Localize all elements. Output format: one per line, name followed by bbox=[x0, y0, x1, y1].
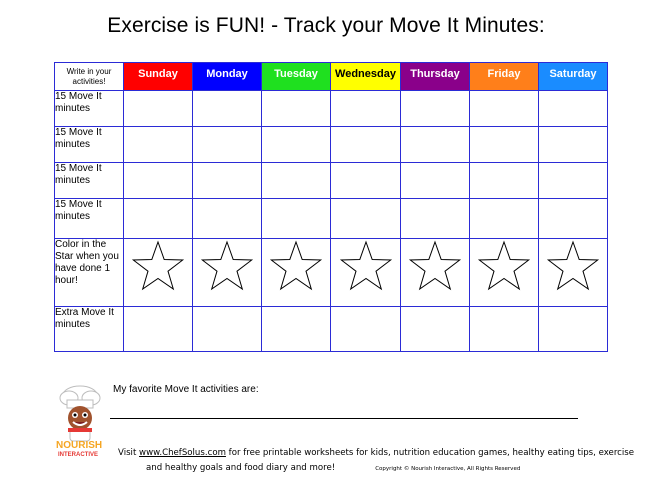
entry-cell-wednesday[interactable] bbox=[331, 163, 401, 199]
star-icon[interactable] bbox=[130, 239, 186, 293]
entry-cell-friday[interactable] bbox=[470, 199, 539, 239]
footer-text-2: and healthy goals and food diary and more! bbox=[146, 463, 336, 473]
footer-line-1 bbox=[118, 446, 638, 461]
star-icon[interactable] bbox=[338, 239, 394, 293]
footer-visit: Visit bbox=[118, 448, 140, 458]
day-header-wednesday: Wednesday bbox=[331, 63, 401, 91]
entry-cell-friday[interactable] bbox=[470, 163, 539, 199]
entry-cell-saturday[interactable] bbox=[539, 163, 608, 199]
entry-cell-wednesday[interactable] bbox=[331, 91, 401, 127]
entry-cell-saturday[interactable] bbox=[539, 307, 608, 352]
entry-cell-wednesday[interactable] bbox=[331, 199, 401, 239]
entry-cell-sunday[interactable] bbox=[124, 91, 193, 127]
entry-cell-monday[interactable] bbox=[193, 91, 262, 127]
row-label: Color in the Star when you have done 1 hour! bbox=[55, 239, 124, 307]
entry-cell-sunday[interactable] bbox=[124, 127, 193, 163]
entry-cell-thursday[interactable] bbox=[401, 91, 470, 127]
entry-cell-saturday[interactable] bbox=[539, 127, 608, 163]
entry-cell-friday[interactable] bbox=[470, 91, 539, 127]
day-header-thursday: Thursday bbox=[401, 63, 470, 91]
svg-text:INTERACTIVE: INTERACTIVE bbox=[58, 452, 99, 458]
entry-cell-tuesday[interactable] bbox=[262, 307, 331, 352]
star-cell-saturday[interactable] bbox=[539, 239, 608, 307]
entry-cell-monday[interactable] bbox=[193, 163, 262, 199]
entry-cell-friday[interactable] bbox=[470, 127, 539, 163]
entry-cell-saturday[interactable] bbox=[539, 91, 608, 127]
star-row bbox=[55, 239, 608, 307]
entry-cell-tuesday[interactable] bbox=[262, 199, 331, 239]
row-label: 15 Move It minutes bbox=[55, 91, 124, 127]
row-label: 15 Move It minutes bbox=[55, 163, 124, 199]
chef-logo bbox=[40, 384, 110, 460]
star-icon[interactable] bbox=[199, 239, 255, 293]
star-cell-wednesday[interactable] bbox=[331, 239, 401, 307]
row-label: Extra Move It minutes bbox=[55, 307, 124, 352]
entry-cell-wednesday[interactable] bbox=[331, 127, 401, 163]
page-title: Exercise is FUN! - Track your Move It Minutes: bbox=[107, 14, 545, 37]
star-icon[interactable] bbox=[476, 239, 532, 293]
entry-cell-tuesday[interactable] bbox=[262, 127, 331, 163]
table-row bbox=[55, 199, 608, 239]
day-header-sunday: Sunday bbox=[124, 63, 193, 91]
star-cell-monday[interactable] bbox=[193, 239, 262, 307]
copyright: Copyright © Nourish Interactive, All Rights Reserved bbox=[375, 466, 521, 472]
entry-cell-thursday[interactable] bbox=[401, 127, 470, 163]
table-row bbox=[55, 91, 608, 127]
entry-cell-monday[interactable] bbox=[193, 127, 262, 163]
star-cell-friday[interactable] bbox=[470, 239, 539, 307]
entry-cell-thursday[interactable] bbox=[401, 199, 470, 239]
activity-chart bbox=[54, 62, 608, 352]
footer-line-2 bbox=[118, 461, 638, 477]
star-cell-thursday[interactable] bbox=[401, 239, 470, 307]
entry-cell-sunday[interactable] bbox=[124, 163, 193, 199]
favorites-line bbox=[110, 418, 578, 419]
star-cell-sunday[interactable] bbox=[124, 239, 193, 307]
footer bbox=[118, 446, 638, 477]
entry-cell-tuesday[interactable] bbox=[262, 163, 331, 199]
favorites-label: My favorite Move It activities are: bbox=[113, 384, 259, 395]
entry-cell-thursday[interactable] bbox=[401, 163, 470, 199]
entry-cell-thursday[interactable] bbox=[401, 307, 470, 352]
entry-cell-saturday[interactable] bbox=[539, 199, 608, 239]
svg-text:NOURISH: NOURISH bbox=[56, 440, 103, 451]
day-header-saturday: Saturday bbox=[539, 63, 608, 91]
star-icon[interactable] bbox=[268, 239, 324, 293]
entry-cell-tuesday[interactable] bbox=[262, 91, 331, 127]
day-header-monday: Monday bbox=[193, 63, 262, 91]
day-header-friday: Friday bbox=[470, 63, 539, 91]
entry-cell-friday[interactable] bbox=[470, 307, 539, 352]
day-header-tuesday: Tuesday bbox=[262, 63, 331, 91]
entry-cell-wednesday[interactable] bbox=[331, 307, 401, 352]
footer-text: for free printable worksheets for kids, nutrition education games, healthy eating tips, exercise bbox=[225, 448, 635, 458]
table-row bbox=[55, 127, 608, 163]
table-row bbox=[55, 163, 608, 199]
star-icon[interactable] bbox=[545, 239, 601, 293]
star-cell-tuesday[interactable] bbox=[262, 239, 331, 307]
footer-link[interactable]: www.ChefSolus.com bbox=[139, 448, 226, 458]
entry-cell-monday[interactable] bbox=[193, 307, 262, 352]
corner-label: Write in your activities! bbox=[55, 63, 124, 91]
header-row bbox=[55, 63, 608, 91]
star-icon[interactable] bbox=[407, 239, 463, 293]
entry-cell-monday[interactable] bbox=[193, 199, 262, 239]
entry-cell-sunday[interactable] bbox=[124, 307, 193, 352]
row-label: 15 Move It minutes bbox=[55, 127, 124, 163]
row-label: 15 Move It minutes bbox=[55, 199, 124, 239]
table-row bbox=[55, 307, 608, 352]
entry-cell-sunday[interactable] bbox=[124, 199, 193, 239]
